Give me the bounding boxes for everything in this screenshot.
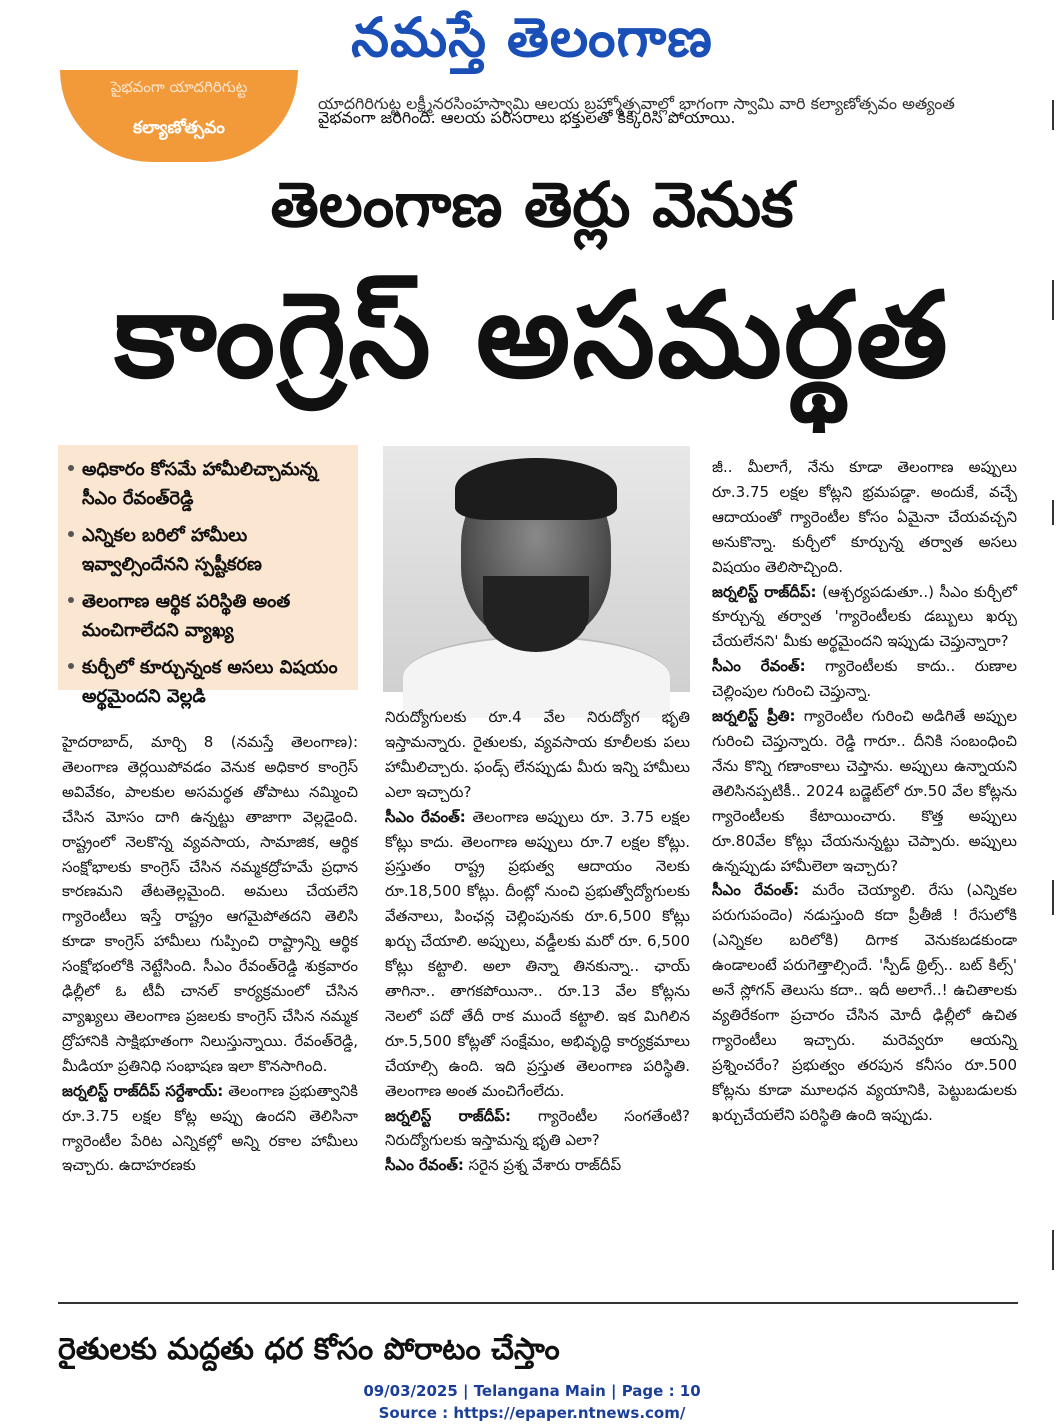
article-column-3 bbox=[712, 455, 1017, 1127]
footer-source-link[interactable]: Source : https://epaper.ntnews.com/ bbox=[378, 1404, 686, 1422]
speaker-label: జర్నలిస్ట్ రాజ్‌దీప్: bbox=[712, 582, 817, 601]
speech-text: గ్యారెంటీల సంగతేంటి? నిరుద్యోగులకు ఇస్తామన్న భృతి ఎలా? bbox=[385, 1106, 690, 1150]
article-column-1 bbox=[62, 730, 358, 1178]
highlight-item bbox=[66, 587, 358, 645]
highlight-text: తెలంగాణ ఆర్థిక పరిస్థితి అంత మంచిగాలేదని వ్యాఖ్య bbox=[82, 591, 291, 641]
speaker-label: సీఎం రేవంత్: bbox=[712, 881, 800, 900]
column1-paragraph-2 bbox=[62, 1079, 358, 1179]
page-footer bbox=[0, 1380, 1064, 1424]
highlight-text: ఎన్నికల బరిలో హామీలు ఇవ్వాల్సిందేనని స్పష్టీకరణ bbox=[82, 525, 262, 575]
highlight-item bbox=[66, 521, 358, 579]
column2-paragraph-4 bbox=[385, 1153, 690, 1178]
speech-text: సరైన ప్రశ్న వేశారు రాజ్‌దీప్ bbox=[468, 1156, 622, 1175]
headline-kicker: తెలంగాణ తెర్లు వెనుక bbox=[270, 168, 794, 241]
speaker-label: జర్నలిస్ట్ రాజ్‌దీప్ సర్దేశాయ్: bbox=[62, 1081, 224, 1100]
column1-paragraph-1: హైదరాబాద్, మార్చి 8 (నమస్తే తెలంగాణ): తెలంగాణ తెర్లయిపోవడం వెనుక అధికార కాంగ్రెస్ అవివేకం, పాలకుల అసమర్థత తోపాటు నమ్మించి చేసిన మోసం దాగి ఉన్నట్టు తాజాగా వెల్లడైంది. రాష్ట్రంలో నెలకొన్న వ్యవసాయ, సామాజిక, ఆర్థిక సంక్షోభాలకు కాంగ్రెస్ చేసిన నమ్మకద్రోహమే ప్రధాన కారణమని తేటతెల్లమైంది. అమలు చేయలేని గ్యారెంటీలు ఇస్తే రాష్ట్రం ఆగమైపోతదని తెలిసి కూడా కాంగ్రెస్ హామీలు గుప్పించి రాష్ట్రాన్ని ఆర్థిక సంక్షోభంలోకి నెట్టేసింది. సీఎం రేవంత్‌రెడ్డి శుక్రవారం ఢిల్లీలో ఓ టీవీ చానల్ కార్యక్రమంలో చేసిన వ్యాఖ్యలు తెలంగాణ ప్రజలకు కాంగ్రెస్ చేసిన నమ్మక ద్రోహానికి సాక్షిభూతంగా నిలుస్తున్నాయి. రేవంత్‌రెడ్డి, మీడియా ప్రతినిధి సంభాషణ ఇలా కొనసాగింది. bbox=[62, 733, 358, 1075]
masthead bbox=[0, 0, 1064, 80]
column2-paragraph-1: నిరుద్యోగులకు రూ.4 వేల నిరుద్యోగ భృతి ఇస్తామన్నారు. రైతులకు, వ్యవసాయ కూలీలకు పలు హామీలిచ్చారు. ఫండ్స్ లేనప్పుడు మీరు ఇన్ని హామీలు ఎలా ఇచ్చారు? bbox=[385, 708, 690, 801]
next-story-headline: రైతులకు మద్దతు ధర కోసం పోరాటం చేస్తాం bbox=[58, 1332, 560, 1367]
speech-text: తెలంగాణ ప్రభుత్వానికి రూ.3.75 లక్షల కోట్ల అప్పు ఉందని తెలిసినా గ్యారెంటీల పేరిట ఎన్నికల్లో అన్ని రకాల హామీలు ఇచ్చారు. ఉదాహరణకు bbox=[62, 1081, 358, 1175]
top-story-line-2: వైభవంగా జరిగింది. ఆలయ పరిసరాలు భక్తులతో కిక్కిరిసి పోయాయి. bbox=[318, 108, 736, 127]
speech-text: తెలంగాణ అప్పులు రూ. 3.75 లక్షల కోట్లు కాదు. తెలంగాణ అప్పులు రూ.7 లక్షల కోట్లు. ప్రస్తుతం రాష్ట్ర ప్రభుత్వ ఆదాయం నెలకు రూ.18,500 కోట్లు. దీంట్లో నుంచి ప్రభుత్వోద్యోగులకు వేతనాలు, పింఛన్ల చెల్లింపునకు రూ.6,500 కోట్లు ఖర్చు చేయాలి. అప్పులు, వడ్డీలకు మరో రూ. 6,500 కోట్లు కట్టాలి. అలా తిన్నా తినకున్నా.. ఛాయ్ తాగినా.. తాగకపోయినా.. రూ.13 వేల కోట్లను నెలలో పదో తేదీ రాక ముందే కట్టాలి. ఇక మిగిలిన రూ.5,500 కోట్లతో సంక్షేమం, అభివృద్ధి కార్యక్రమాలు చేయాల్సి ఉంది. ఇది ప్రస్తుత తెలంగాణ పరిస్థితి. తెలంగాణ అంత మంచిగేంలేదు. bbox=[385, 807, 690, 1100]
speech-text: మరేం చెయ్యాలి. రేసు (ఎన్నికల పరుగుపందెం) నడుస్తుంది కదా ప్రీతీజీ ! రేసులోకి (ఎన్నికల బరిలోకి) దిగాక వెనుకబడకుండా ఉండాలంటే పరుగెత్తాల్సిందే. 'స్పీడ్ థ్రిల్స్.. బట్ కిల్స్' అనే స్లోగన్ తెలుసు కదా.. ఇదీ అలాగే..! ఉచితాలకు వ్యతిరేకంగా ప్రచారం చేసిన మోదీ ఢిల్లీలో ఉచిత గ్యారెంటీలు ఇచ్చారు. మరెవ్వరూ ఆయన్ని ప్రశ్నించరేం? ప్రభుత్వం తరపున కనీసం రూ.500 కోట్లను కూడా మూలధన వ్యయానికి, పెట్టుబడులకు ఖర్చుచేయలేని పరిస్థితి ఉంది ఇప్పుడు. bbox=[712, 881, 1017, 1124]
bullet-dot-icon bbox=[68, 531, 74, 537]
speaker-label: సీఎం రేవంత్: bbox=[385, 1156, 464, 1175]
highlight-text: కుర్చీలో కూర్చున్నంక అసలు విషయం అర్థమైందని వెల్లడి bbox=[82, 657, 338, 707]
top-story-snippet bbox=[318, 90, 1018, 132]
column2-paragraph-2 bbox=[385, 805, 690, 1104]
top-story-line-1: యాదగిరిగుట్ట లక్ష్మీనరసింహస్వామి ఆలయ బ్రహ్మోత్సవాల్లో భాగంగా స్వామి వారి కల్యాణోత్సవం అత్యంత bbox=[318, 94, 955, 113]
bullet-dot-icon bbox=[68, 663, 74, 669]
photo-beard bbox=[483, 576, 589, 652]
speaker-label: జర్నలిస్ట్ ప్రీతి: bbox=[712, 707, 796, 726]
column2-paragraph-3 bbox=[385, 1104, 690, 1154]
bullet-dot-icon bbox=[68, 597, 74, 603]
article-column-2 bbox=[385, 705, 690, 1178]
speech-text: గ్యారెంటీల గురించి అడిగితే అప్పుల గురించి చెప్తున్నారు. రెడ్డి గారూ.. దీనికి సంబంధించి నేను కొన్ని గణాంకాలు చెప్తాను. అప్పులు ఉన్నాయని తెలిసినప్పటికీ.. 2024 బడ్జెట్‌లో రూ.50 వేల కోట్లను గ్యారెంటీలకు కేటాయించారు. కొత్త అప్పులు రూ.80వేల కోట్లు చేయనున్నట్టు చెప్పారు. అప్పులు ఉన్నప్పుడు హామీలెలా ఇచ్చారు? bbox=[712, 707, 1017, 875]
column3-paragraph-4 bbox=[712, 704, 1017, 878]
highlight-item bbox=[66, 653, 358, 711]
highlights-box bbox=[58, 445, 358, 707]
speaker-label: సీఎం రేవంత్: bbox=[712, 657, 806, 676]
speaker-label: జర్నలిస్ట్ రాజ్‌దీప్: bbox=[385, 1106, 511, 1125]
masthead-title: నమస్తే తెలంగాణ bbox=[351, 6, 713, 69]
main-headline: కాంగ్రెస్ అసమర్థత bbox=[114, 266, 950, 404]
highlight-text: అధికారం కోసమే హామీలిచ్చామన్న సీఎం రేవంత్‌రెడ్డి bbox=[82, 459, 318, 509]
column3-paragraph-5 bbox=[712, 878, 1017, 1127]
column3-paragraph-3 bbox=[712, 654, 1017, 704]
event-badge bbox=[60, 70, 298, 162]
speech-text: (ఆశ్చర్యపడుతూ..) సీఎం కుర్చీలో కూర్చున్న తర్వాత 'గ్యారెంటీలకు డబ్బులు ఖర్చు చేయలేనని' మీకు అర్థమైందని ఇప్పుడు చెప్తున్నారా? bbox=[712, 582, 1017, 651]
highlight-item bbox=[66, 455, 358, 513]
section-divider bbox=[58, 1302, 1018, 1304]
footer-edition-info: 09/03/2025 | Telangana Main | Page : 10 bbox=[363, 1382, 701, 1400]
chief-minister-photo bbox=[383, 446, 690, 692]
speaker-label: సీఎం రేవంత్: bbox=[385, 807, 466, 826]
column3-paragraph-2 bbox=[712, 580, 1017, 655]
badge-line-1: పైభవంగా యాదగిరిగుట్ట bbox=[110, 78, 248, 96]
column3-paragraph-1: జీ.. మీలాగే, నేను కూడా తెలంగాణ అప్పులు రూ.3.75 లక్షల కోట్లని భ్రమపడ్డా. అందుకే, వచ్చే ఆదాయంతో గ్యారెంటీల కోసం ఏమైనా చేయవచ్చని అనుకొన్నా. కుర్చీలో కూర్చున్న తర్వాత అసలు విషయం తెలిసొచ్చింది. bbox=[712, 458, 1017, 576]
photo-hair bbox=[455, 458, 617, 520]
badge-line-2: కల్యాణోత్సవం bbox=[133, 118, 225, 138]
speech-text: గ్యారెంటీలకు కాదు.. రుణాల చెల్లింపుల గురించి చెప్తున్నా. bbox=[712, 657, 1017, 701]
bullet-dot-icon bbox=[68, 465, 74, 471]
